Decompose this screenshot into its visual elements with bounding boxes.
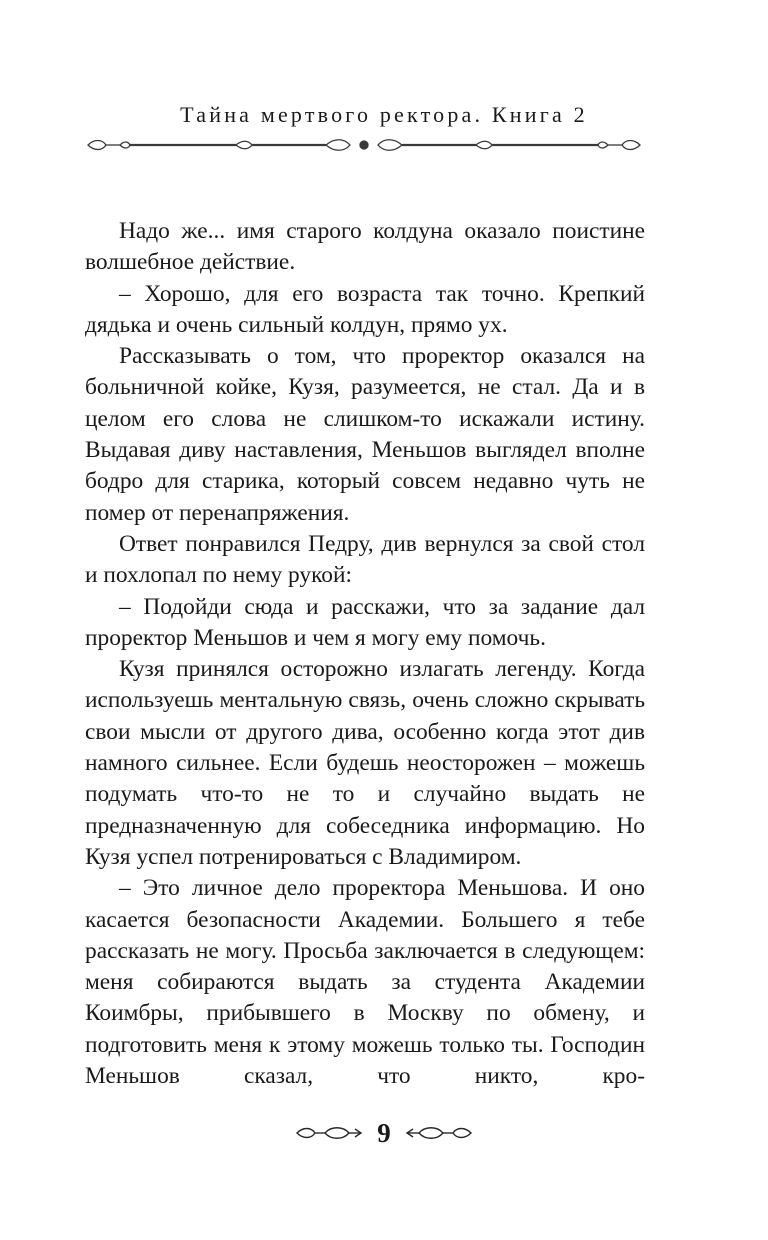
paragraph: Ответ понравился Педру, див вернулся за свой стол и похлопал по нему рукой:: [85, 530, 645, 589]
paragraph: – Подойди сюда и расскажи, что за задание дал проректор Меньшов и чем я могу ему помочь.: [85, 593, 645, 651]
paragraph: Рассказывать о том, что проректор оказался на больничной койке, Кузя, разумеется, не стал. Да и в целом его слова не слишком-то искажали истину. Выдавая диву наставления, Меньшов выглядел вполне бодро для старика, который совсем недавно чуть не помер от перенапряжения.: [85, 343, 645, 526]
page-number: 9: [377, 1118, 391, 1148]
paragraph: – Хорошо, для его возраста так точно. Крепкий дядька и очень сильный колдун, прямо ух.: [85, 280, 645, 338]
right-folio-ornament-icon: [405, 1123, 473, 1143]
paragraph: Кузя принялся осторожно излагать легенду. Когда используешь ментальную связь, очень сложно скрывать свои мысли от другого дива, особенно когда этот див намного сильнее. Если будешь неосторожен – можешь подумать что-то не то и случайно выдать не предназначенную для собеседника информацию. Но Кузя успел потренироваться с Владимиром.: [85, 656, 645, 870]
paragraph: – Это личное дело проректора Меньшова. И оно касается безопасности Академии. Большего я тебе рассказать не могу. Просьба заключается в следующем: меня собираются выдать за студента Академии Коимбры, прибывшего в Москву по обмену, и подготовить меня к этому можешь только ты. Господин Меньшов сказал, что никто, кро-: [85, 875, 645, 1090]
running-title: Тайна мертвого ректора. Книга 2: [180, 102, 588, 127]
page-folio: [0, 1118, 768, 1148]
header-ornament-divider: [86, 134, 642, 156]
left-folio-ornament-icon: [295, 1123, 363, 1143]
paragraph: Надо же... имя старого колдуна оказало поистине волшебное действие.: [85, 218, 645, 276]
main-text: [85, 216, 645, 1092]
